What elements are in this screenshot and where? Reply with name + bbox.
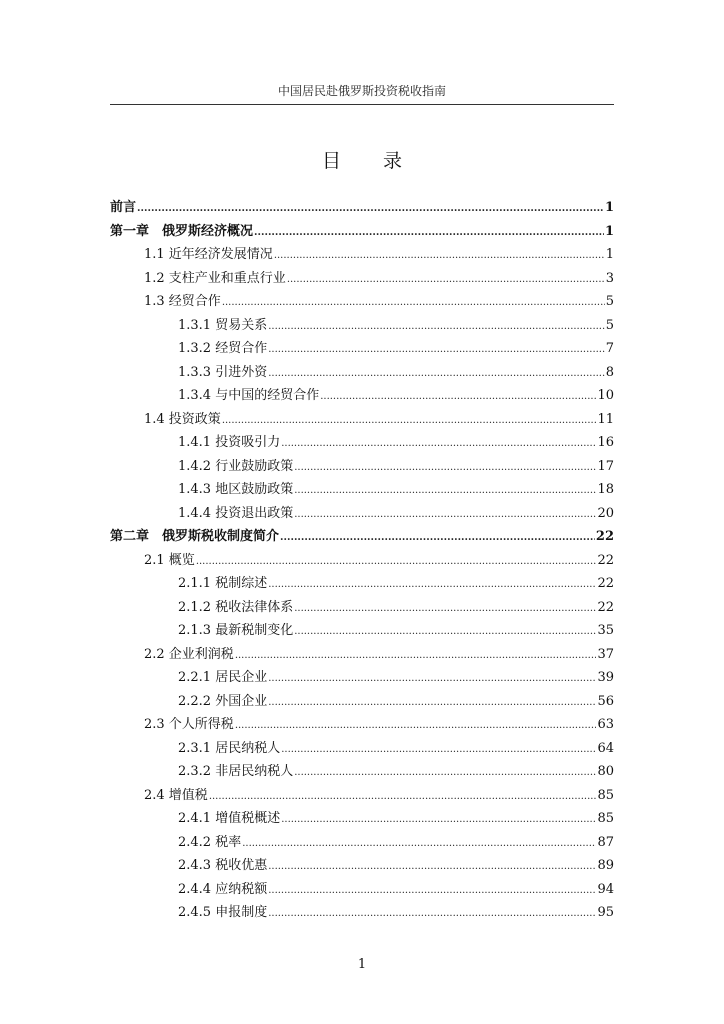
dot-leader bbox=[287, 274, 605, 285]
toc-entry-page: 5 bbox=[605, 294, 614, 309]
dot-leader bbox=[294, 603, 596, 614]
toc-entry-page: 87 bbox=[597, 834, 614, 850]
toc-entry[interactable] bbox=[110, 784, 614, 808]
toc-entry-page: 94 bbox=[597, 881, 614, 897]
toc-entry[interactable] bbox=[110, 666, 614, 690]
toc-entry-text: 1.2 支柱产业和重点行业 bbox=[144, 270, 286, 286]
dot-leader bbox=[294, 462, 596, 473]
toc-entry-text: 1.4.3 地区鼓励政策 bbox=[178, 482, 294, 497]
toc-entry-page: 22 bbox=[597, 599, 614, 615]
dot-leader bbox=[280, 532, 595, 543]
toc-entry-page: 95 bbox=[597, 905, 614, 920]
toc-entry[interactable] bbox=[110, 643, 614, 667]
toc-entry-page: 63 bbox=[597, 717, 614, 732]
dot-leader bbox=[268, 344, 605, 355]
toc-entry[interactable] bbox=[110, 220, 614, 244]
toc-entry[interactable] bbox=[110, 525, 614, 549]
toc-entry-text: 1.1 近年经济发展情况 bbox=[144, 247, 273, 262]
page-number: 1 bbox=[357, 957, 367, 972]
toc-entry-text: 第一章 俄罗斯经济概况 bbox=[110, 223, 254, 239]
toc-entry[interactable] bbox=[110, 361, 614, 385]
toc-entry[interactable] bbox=[110, 831, 614, 855]
toc-entry-text: 2.1.3 最新税制变化 bbox=[178, 623, 294, 638]
dot-leader bbox=[268, 673, 596, 684]
dot-leader bbox=[268, 697, 596, 708]
toc-entry-text: 2.1.1 税制综述 bbox=[178, 576, 268, 591]
toc-entry-text: 2.4.1 增值税概述 bbox=[178, 811, 281, 826]
dot-leader bbox=[294, 485, 596, 496]
dot-leader bbox=[294, 767, 596, 778]
dot-leader bbox=[235, 720, 597, 731]
toc-entry-text: 1.3.3 引进外资 bbox=[178, 364, 268, 380]
dot-leader bbox=[268, 579, 596, 590]
dot-leader bbox=[222, 415, 597, 426]
toc-entry[interactable] bbox=[110, 807, 614, 831]
toc-entry-page: 64 bbox=[597, 740, 614, 756]
toc-entry-text: 2.4 增值税 bbox=[144, 787, 208, 803]
toc-entry-page: 16 bbox=[597, 435, 614, 450]
toc-entry[interactable] bbox=[110, 713, 614, 737]
toc-entry-text: 2.2.1 居民企业 bbox=[178, 670, 268, 685]
toc-entry-page: 8 bbox=[605, 364, 614, 380]
dot-leader bbox=[137, 203, 604, 214]
dot-leader bbox=[268, 885, 596, 896]
toc-entry-page: 22 bbox=[597, 576, 614, 591]
table-of-contents bbox=[110, 196, 614, 925]
toc-entry-text: 1.4.4 投资退出政策 bbox=[178, 505, 294, 521]
toc-entry[interactable] bbox=[110, 572, 614, 596]
toc-entry-text: 2.4.5 申报制度 bbox=[178, 905, 268, 920]
header-divider bbox=[110, 104, 614, 105]
dot-leader bbox=[235, 650, 597, 661]
toc-entry-text: 1.3 经贸合作 bbox=[144, 294, 221, 309]
dot-leader bbox=[268, 908, 596, 919]
toc-entry[interactable] bbox=[110, 337, 614, 361]
dot-leader bbox=[294, 626, 596, 637]
toc-entry-text: 2.4.4 应纳税额 bbox=[178, 881, 268, 897]
toc-entry[interactable] bbox=[110, 455, 614, 479]
toc-entry-page: 22 bbox=[595, 529, 614, 544]
dot-leader bbox=[268, 861, 596, 872]
toc-entry-text: 1.4 投资政策 bbox=[144, 411, 221, 427]
toc-entry[interactable] bbox=[110, 290, 614, 314]
dot-leader bbox=[281, 744, 596, 755]
toc-entry[interactable] bbox=[110, 737, 614, 761]
toc-entry-page: 39 bbox=[597, 670, 614, 685]
toc-title: 目 录 bbox=[321, 150, 421, 172]
toc-entry-page: 22 bbox=[597, 552, 614, 568]
toc-entry[interactable] bbox=[110, 384, 614, 408]
toc-entry-page: 37 bbox=[597, 646, 614, 662]
toc-entry[interactable] bbox=[110, 760, 614, 784]
toc-entry-page: 7 bbox=[605, 341, 614, 356]
toc-entry-text: 1.4.2 行业鼓励政策 bbox=[178, 458, 294, 474]
dot-leader bbox=[281, 438, 596, 449]
dot-leader bbox=[254, 227, 604, 238]
toc-entry-text: 第二章 俄罗斯税收制度简介 bbox=[110, 529, 280, 544]
toc-entry-text: 2.1.2 税收法律体系 bbox=[178, 599, 294, 615]
toc-entry-text: 1.4.1 投资吸引力 bbox=[178, 435, 281, 450]
toc-entry-page: 18 bbox=[597, 482, 614, 497]
toc-entry-page: 56 bbox=[597, 693, 614, 709]
toc-entry-text: 2.4.2 税率 bbox=[178, 834, 242, 850]
toc-entry[interactable] bbox=[110, 690, 614, 714]
toc-entry[interactable] bbox=[110, 502, 614, 526]
toc-entry-page: 1 bbox=[604, 200, 614, 215]
dot-leader bbox=[268, 321, 605, 332]
dot-leader bbox=[242, 838, 596, 849]
toc-entry[interactable] bbox=[110, 243, 614, 267]
dot-leader bbox=[294, 509, 596, 520]
toc-entry-page: 10 bbox=[597, 388, 614, 403]
toc-entry-page: 20 bbox=[597, 505, 614, 521]
toc-entry-page: 1 bbox=[605, 247, 614, 262]
toc-entry-page: 35 bbox=[597, 623, 614, 638]
toc-entry[interactable] bbox=[110, 408, 614, 432]
toc-entry-text: 2.3.1 居民纳税人 bbox=[178, 740, 281, 756]
dot-leader bbox=[268, 368, 605, 379]
toc-entry-page: 1 bbox=[604, 223, 614, 239]
dot-leader bbox=[320, 391, 596, 402]
toc-entry[interactable] bbox=[110, 619, 614, 643]
toc-entry[interactable] bbox=[110, 901, 614, 925]
dot-leader bbox=[196, 556, 597, 567]
toc-entry-text: 前言 bbox=[110, 200, 137, 215]
toc-entry[interactable] bbox=[110, 196, 614, 220]
toc-entry-page: 89 bbox=[597, 858, 614, 873]
toc-entry[interactable] bbox=[110, 878, 614, 902]
toc-entry-page: 5 bbox=[605, 317, 614, 333]
toc-entry-page: 85 bbox=[597, 787, 614, 803]
toc-entry-text: 1.3.2 经贸合作 bbox=[178, 341, 268, 356]
dot-leader bbox=[222, 297, 605, 308]
toc-entry-page: 11 bbox=[597, 411, 614, 427]
toc-entry-text: 1.3.4 与中国的经贸合作 bbox=[178, 388, 320, 403]
toc-entry-text: 2.2 企业利润税 bbox=[144, 646, 234, 662]
dot-leader bbox=[281, 814, 596, 825]
toc-entry-text: 2.3 个人所得税 bbox=[144, 717, 234, 732]
toc-entry-text: 2.1 概览 bbox=[144, 552, 195, 568]
toc-entry[interactable] bbox=[110, 549, 614, 573]
toc-entry-page: 3 bbox=[605, 270, 614, 286]
toc-entry[interactable] bbox=[110, 478, 614, 502]
toc-entry[interactable] bbox=[110, 596, 614, 620]
toc-entry-page: 80 bbox=[597, 764, 614, 779]
running-header: 中国居民赴俄罗斯投资税收指南 bbox=[277, 84, 446, 98]
toc-entry[interactable] bbox=[110, 431, 614, 455]
dot-leader bbox=[209, 791, 597, 802]
toc-entry[interactable] bbox=[110, 267, 614, 291]
toc-entry[interactable] bbox=[110, 854, 614, 878]
toc-entry-text: 2.4.3 税收优惠 bbox=[178, 858, 268, 873]
toc-entry-page: 85 bbox=[597, 811, 614, 826]
toc-entry-text: 2.2.2 外国企业 bbox=[178, 693, 268, 709]
dot-leader bbox=[274, 250, 605, 261]
toc-entry-page: 17 bbox=[597, 458, 614, 474]
toc-entry-text: 1.3.1 贸易关系 bbox=[178, 317, 268, 333]
toc-entry[interactable] bbox=[110, 314, 614, 338]
toc-entry-text: 2.3.2 非居民纳税人 bbox=[178, 764, 294, 779]
